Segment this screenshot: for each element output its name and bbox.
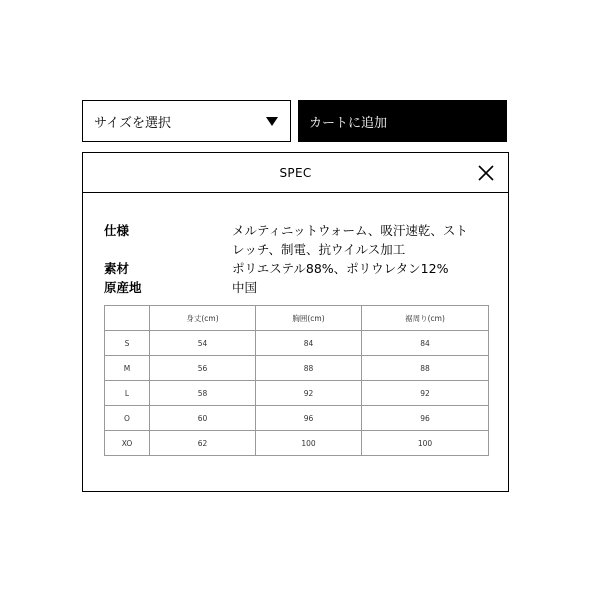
- table-cell: 60: [150, 406, 256, 431]
- table-header-row: [105, 306, 489, 331]
- table-cell: 96: [256, 406, 362, 431]
- table-row: [105, 331, 489, 356]
- table-cell: O: [105, 406, 150, 431]
- spec-row-origin: [104, 278, 484, 297]
- spec-label: 仕様: [104, 223, 130, 238]
- table-cell: 100: [256, 431, 362, 456]
- spec-row-material: [104, 259, 484, 278]
- size-select-label: サイズを選択: [94, 115, 171, 131]
- table-header-cell: 身丈(cm): [150, 306, 256, 331]
- table-row: [105, 431, 489, 456]
- spec-title: SPEC: [279, 165, 312, 180]
- triangle-down-icon: [266, 117, 278, 126]
- table-cell: 88: [362, 356, 489, 381]
- table-cell: 88: [256, 356, 362, 381]
- table-cell: 92: [362, 381, 489, 406]
- table-cell: 84: [256, 331, 362, 356]
- size-select[interactable]: [82, 100, 291, 142]
- spec-value: ポリエステル88%、ポリウレタン12%: [232, 261, 449, 276]
- table-header-cell: [105, 306, 150, 331]
- spec-header: [83, 153, 508, 193]
- table-cell: 92: [256, 381, 362, 406]
- add-to-cart-button[interactable]: カートに追加: [298, 100, 507, 142]
- spec-label: 素材: [104, 261, 130, 276]
- spec-row-spec: [104, 221, 484, 259]
- size-table: [104, 305, 489, 456]
- table-row: [105, 381, 489, 406]
- table-cell: XO: [105, 431, 150, 456]
- table-cell: S: [105, 331, 150, 356]
- table-row: [105, 406, 489, 431]
- table-header-cell: 胸囲(cm): [256, 306, 362, 331]
- table-cell: 96: [362, 406, 489, 431]
- table-cell: 58: [150, 381, 256, 406]
- spec-label: 原産地: [104, 280, 142, 295]
- table-cell: L: [105, 381, 150, 406]
- spec-value: メルティニットウォーム、吸汗速乾、ストレッチ、制電、抗ウイルス加工: [232, 223, 468, 257]
- table-row: [105, 356, 489, 381]
- table-cell: 54: [150, 331, 256, 356]
- table-cell: 56: [150, 356, 256, 381]
- table-cell: 100: [362, 431, 489, 456]
- table-cell: 84: [362, 331, 489, 356]
- close-icon[interactable]: [476, 163, 496, 183]
- table-header-cell: 裾周り(cm): [362, 306, 489, 331]
- table-cell: M: [105, 356, 150, 381]
- spec-value: 中国: [232, 280, 258, 295]
- spec-list: [104, 221, 484, 297]
- spec-panel: [82, 152, 509, 492]
- table-cell: 62: [150, 431, 256, 456]
